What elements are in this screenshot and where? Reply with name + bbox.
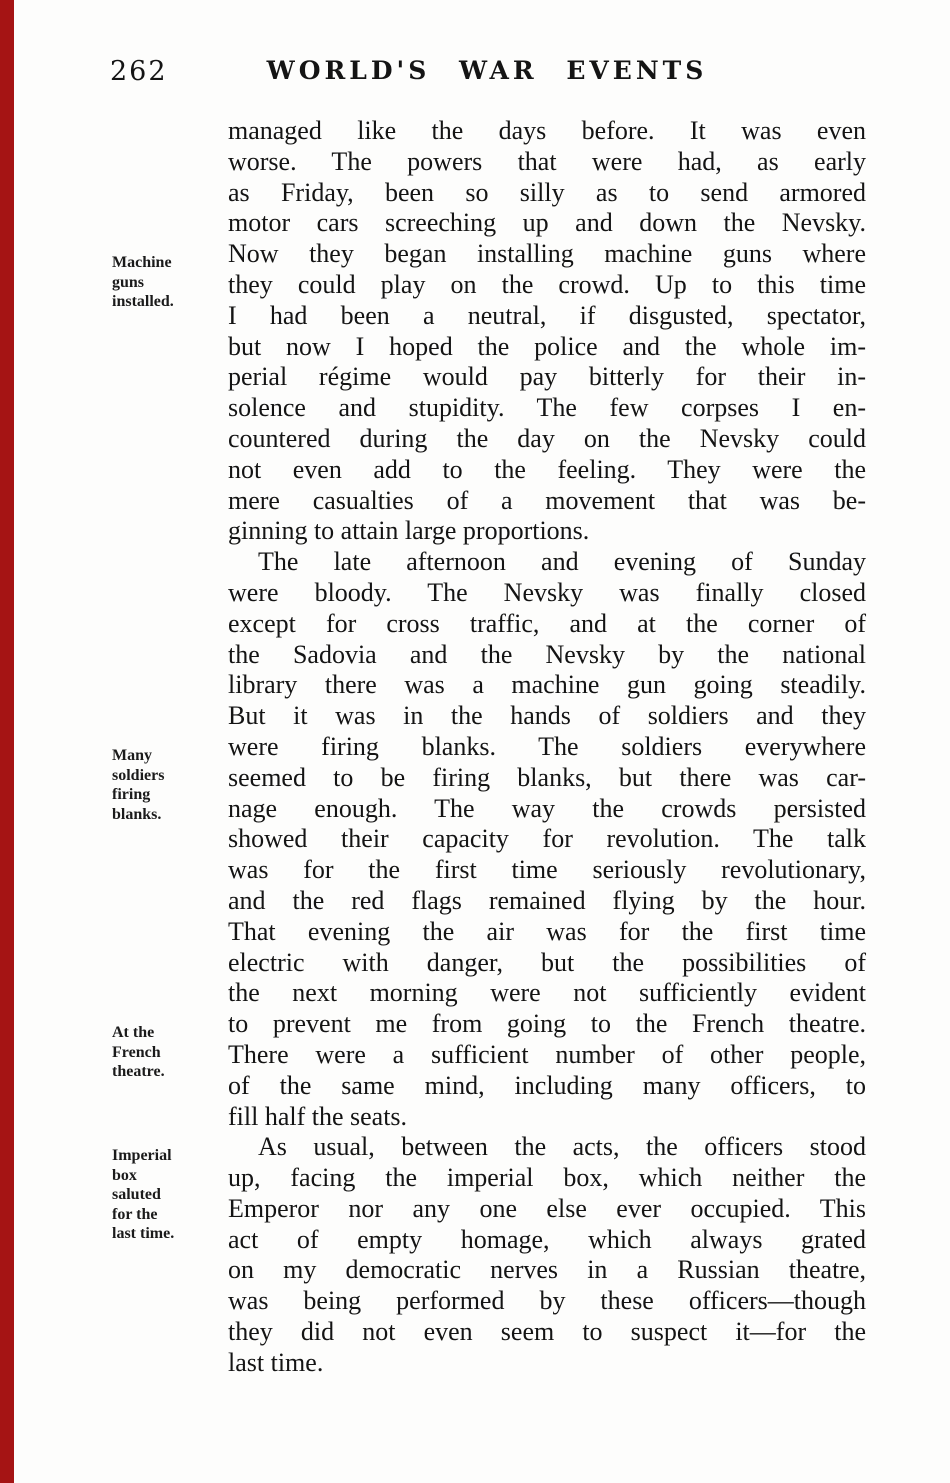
body-line: That evening the air was for the first time (228, 916, 866, 946)
body-line: to prevent me from going to the French theatre. (228, 1009, 866, 1039)
body-line: The late afternoon and evening of Sunday (258, 547, 866, 577)
sidenote-line: French (112, 1043, 161, 1061)
sidenote-line: installed. (112, 293, 174, 311)
body-text (228, 116, 866, 1379)
body-line: they did not even seem to suspect it—for the (228, 1317, 866, 1347)
body-line: of the same mind, including many officers, to (228, 1070, 866, 1100)
body-line: showed their capacity for revolution. The talk (228, 824, 866, 854)
sidenote-line: guns (112, 273, 145, 291)
body-line: perial régime would pay bitterly for their in- (228, 362, 866, 392)
body-line: and the red flags remained flying by the hour. (228, 885, 866, 915)
sidenote-line: box (112, 1166, 137, 1184)
body-line: act of empty homage, which always grated (228, 1224, 866, 1254)
body-line: was being performed by these officers—though (228, 1286, 866, 1316)
margin-sidenote (112, 746, 224, 824)
sidenote-line: soldiers (112, 766, 165, 784)
body-line: But it was in the hands of soldiers and they (228, 701, 866, 731)
sidenote-line: theatre. (112, 1063, 165, 1081)
sidenote-line: for the (112, 1205, 158, 1223)
body-line: solence and stupidity. The few corpses I en- (228, 393, 866, 423)
body-line: managed like the days before. It was even (228, 116, 866, 145)
body-line: except for cross traffic, and at the corner of (228, 608, 866, 638)
body-line: worse. The powers that were had, as early (228, 146, 866, 176)
sidenote-line: Imperial (112, 1147, 172, 1165)
margin-notes (0, 0, 228, 1483)
body-line: they could play on the crowd. Up to this time (228, 269, 866, 299)
body-line: nage enough. The way the crowds persisted (228, 793, 866, 823)
body-line: as Friday, been so silly as to send armored (228, 177, 866, 207)
body-line: seemed to be firing blanks, but there was car- (228, 762, 866, 792)
body-line: on my democratic nerves in a Russian theatre, (228, 1255, 866, 1285)
body-line: were firing blanks. The soldiers everywhere (228, 731, 866, 761)
body-line: was for the first time seriously revolutionary, (228, 855, 866, 885)
sidenote-line: At the (112, 1024, 155, 1042)
body-line: As usual, between the acts, the officers stood (258, 1132, 866, 1162)
sidenote-line: last time. (112, 1225, 175, 1243)
body-line: were bloody. The Nevsky was finally closed (228, 577, 866, 607)
body-line: I had been a neutral, if disgusted, spectator, (228, 300, 866, 330)
body-line: Now they began installing machine guns where (228, 239, 866, 269)
sidenote-line: Machine (112, 254, 172, 272)
sidenote-line: blanks. (112, 805, 162, 823)
margin-sidenote (112, 253, 224, 312)
body-line: ginning to attain large proportions. (228, 516, 590, 546)
body-line: motor cars screeching up and down the Nevsky. (228, 208, 866, 238)
margin-sidenote (112, 1023, 224, 1082)
body-line: Emperor nor any one else ever occupied. This (228, 1193, 866, 1223)
body-line: There were a sufficient number of other people, (228, 1039, 866, 1069)
running-title: WORLD'S WAR EVENTS (266, 56, 708, 85)
body-line: but now I hoped the police and the whole im- (228, 331, 866, 361)
sidenote-line: firing (112, 786, 151, 803)
body-line: mere casualties of a movement that was be- (228, 485, 866, 515)
body-line: countered during the day on the Nevsky could (228, 423, 866, 453)
body-line: up, facing the imperial box, which neither the (228, 1163, 866, 1193)
sidenote-line: Many (112, 747, 152, 764)
body-line: library there was a machine gun going steadily. (228, 670, 866, 700)
body-line: last time. (228, 1347, 324, 1377)
page-number: 262 (110, 56, 168, 87)
body-line: the next morning were not sufficiently evident (228, 978, 866, 1008)
body-line: fill half the seats. (228, 1101, 408, 1131)
body-line: not even add to the feeling. They were the (228, 454, 866, 484)
margin-sidenote (112, 1146, 224, 1244)
body-line: electric with danger, but the possibilities of (228, 947, 866, 977)
body-line: the Sadovia and the Nevsky by the national (228, 639, 866, 669)
sidenote-line: saluted (112, 1186, 161, 1204)
